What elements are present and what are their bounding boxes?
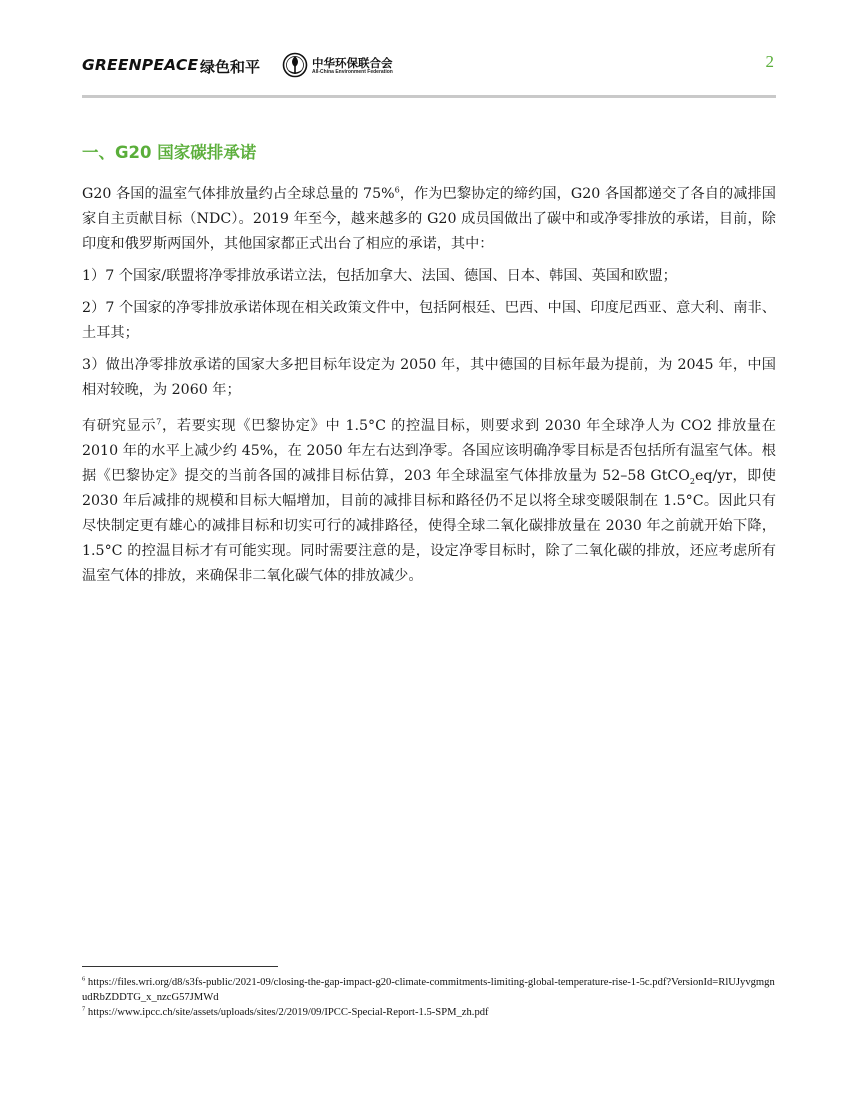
list-item-1: 1）7 个国家/联盟将净零排放承诺立法，包括加拿大、法国、德国、日本、韩国、英国和欧盟；	[82, 268, 677, 284]
footnote-divider	[82, 966, 278, 967]
footnote-6-link[interactable]: https://files.wri.org/d8/s3fs-public/2021-09/closing-the-gap-impact-g20-climate-commitments-limiting-global-temperature-rise-1-5c.pdf?VersionId=RlUJyvgmgnudRbZDDTG_x_nzcG57JMWd	[82, 977, 775, 1003]
acef-logo	[282, 50, 402, 80]
footnotes	[82, 976, 776, 1022]
body-content	[82, 182, 776, 600]
footnote-ref-7[interactable]: 7	[156, 417, 162, 427]
page-number: 2	[765, 52, 774, 71]
acef-emblem-icon	[282, 51, 308, 79]
footnote-ref-6[interactable]: 6	[394, 185, 400, 195]
footnote-7: $^7$ https://www.ipcc.ch/site/assets/uploads/sites/2/2019/09/IPCC-Special-Report-1.5-SPM_zh.pdf	[82, 1005, 489, 1018]
section-title: 一、G20 国家碳排承诺	[82, 143, 257, 162]
header-divider	[82, 95, 776, 98]
page-header	[82, 50, 776, 82]
greenpeace-logo-chinese: 绿色和平	[200, 58, 261, 76]
list-item-3: 3）做出净零排放承诺的国家大多把目标年设定为 2050 年，其中德国的目标年最为提前，为 2045 年，中国相对较晚，为 2060 年；	[82, 357, 776, 398]
greenpeace-logo: GREENPEACE	[82, 56, 199, 74]
intro-paragraph: G20 各国的温室气体排放量约占全球总量的 75%$^6$，作为巴黎协定的缔约国，G20 各国都递交了各自的减排国家自主贡献目标（NDC）。2019 年至今，越来越多的 G20 成员国做出了碳中和或净零排放的承诺，目前，除印度和俄罗斯两国外，其他国家都正式出台了相应的承诺，其中：	[82, 185, 776, 252]
list-item-2: 2）7 个国家的净零排放承诺体现在相关政策文件中，包括阿根廷、巴西、中国、印度尼西亚、意大利、南非、土耳其；	[82, 300, 776, 341]
research-paragraph: 有研究显示$^7$，若要实现《巴黎协定》中 1.5°C 的控温目标，则要求到 2030 年全球净人为 CO2 排放量在 2010 年的水平上减少约 45%，在 2050 年左右达到净零。各国应该明确净零目标是否包括所有温室气体。根据《巴黎协定》提交的当前各国的减排目标估算，203 年全球温室气体排放量为 52–58 GtCO$_2$eq/yr，即使 2030 年后减排的规模和目标大幅增加，目前的减排目标和路径仍不足以将全球变暖限制在 1.5°C。因此只有尽快制定更有雄心的减排目标和切实可行的减排路径，使得全球二氧化碳排放量在 2030 年之前就开始下降，1.5°C 的控温目标才有可能实现。同时需要注意的是，设定净零目标时，除了二氧化碳的排放，还应考虑所有温室气体的排放，来确保非二氧化碳气体的排放减少。	[82, 417, 776, 584]
footnote-7-link[interactable]: https://www.ipcc.ch/site/assets/uploads/sites/2/2019/09/IPCC-Special-Report-1.5-SPM_zh.pdf	[87, 1007, 489, 1018]
acef-logo-chinese: 中华环保联合会	[312, 56, 393, 70]
acef-logo-english: All-China Environment Federation	[312, 69, 393, 75]
footnote-6: $^6$ https://files.wri.org/d8/s3fs-public/2021-09/closing-the-gap-impact-g20-climate-commitments-limiting-global-temperature-rise-1-5c.pdf?VersionId=RlUJyvgmgnudRbZDDTG_x_nzcG57JMWd	[82, 975, 775, 1003]
